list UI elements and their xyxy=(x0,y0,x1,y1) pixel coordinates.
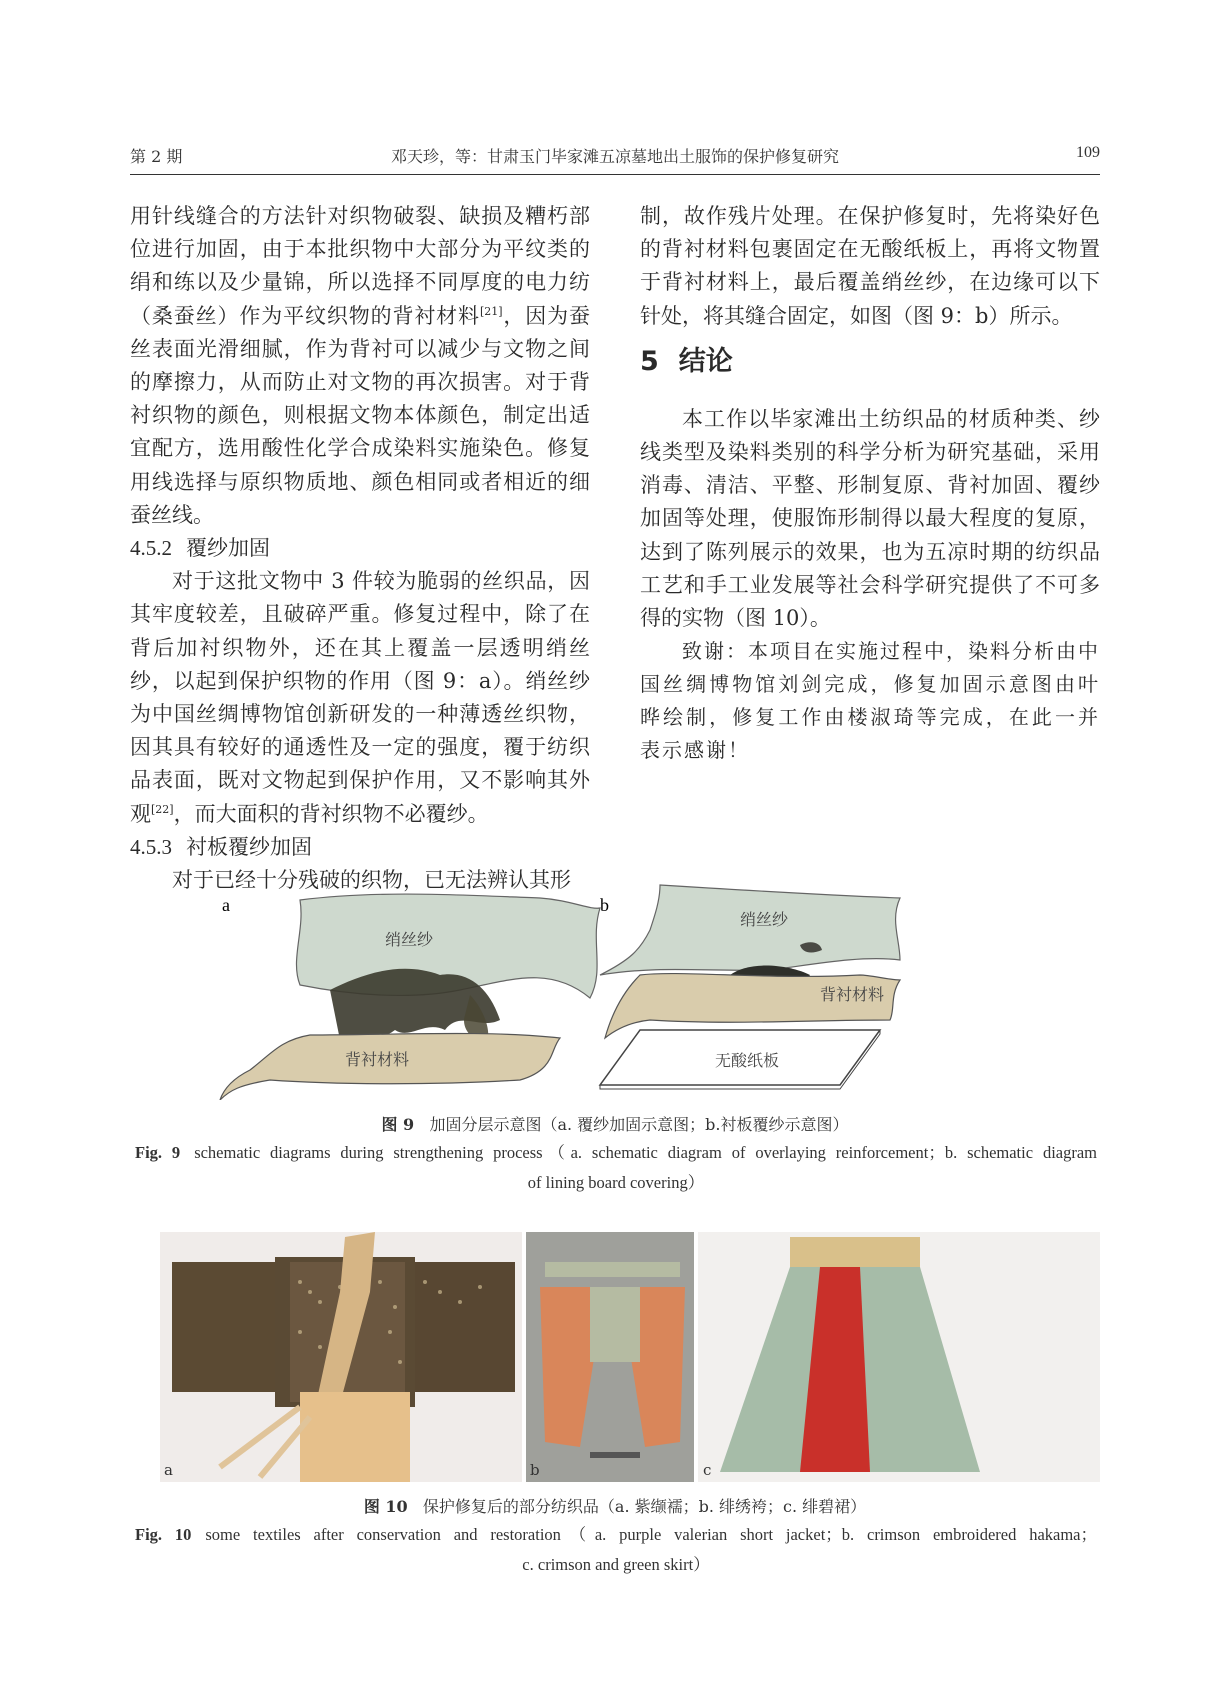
figure-10-photos xyxy=(160,1232,1100,1482)
left-column xyxy=(130,200,590,897)
gauze-label-b: 绡丝纱 xyxy=(740,910,789,929)
lining-label-b: 背衬材料 xyxy=(820,985,885,1004)
citation: [21] xyxy=(479,304,503,318)
running-header xyxy=(130,144,1100,175)
lining-label-a: 背衬材料 xyxy=(345,1050,410,1069)
paragraph: 对于这批文物中 3 件较为脆弱的丝织品，因其牢度较差，且破碎严重。修复过程中，除了在背后加衬织物外，还在其上覆盖一层透明绡丝纱，以起到保护织物的作用（图 9：a）。绡丝纱为中国丝绸博物馆创新研发的一种薄透丝织物，因其具有较好的通透性及一定的强度，覆于纺织品表面，既对文物起到保护作用，又不影响其外观[22]，而大面积的背衬织物不必覆纱。 xyxy=(130,569,590,826)
trousers-waistband xyxy=(545,1262,680,1277)
panel-letter-a: a xyxy=(222,895,230,915)
running-title: 邓天珍，等：甘肃玉门毕家滩五凉墓地出土服饰的保护修复研究 xyxy=(390,147,839,166)
citation: [22] xyxy=(151,802,174,816)
panel-letter-b: b xyxy=(600,895,609,915)
section-heading-5: 5 结论 xyxy=(640,345,733,377)
photo-letter-b: b xyxy=(530,1461,540,1479)
paragraph: 用针线缝合的方法针对织物破裂、缺损及糟朽部位进行加固，由于本批织物中大部分为平纹类的绢和练以及少量锦，所以选择不同厚度的电力纺（桑蚕丝）作为平纹织物的背衬材料[21]，因为蚕丝表面光滑细腻，作为背衬可以减少与文物之间的摩擦力，从而防止对文物的再次损害。对于背衬织物的颜色，则根据文物本体颜色，制定出适宜配方，选用酸性化学合成染料实施染色。修复用线选择与原织物质地、颜色相同或者相近的细蚕丝线。 xyxy=(130,204,591,527)
color-scale-bar xyxy=(590,1452,640,1458)
figure-9-caption-cn: 图 9 加固分层示意图（a. 覆纱加固示意图；b.衬板覆纱示意图） xyxy=(381,1115,849,1134)
right-column xyxy=(640,200,1100,767)
acknowledgement: 致谢：本项目在实施过程中，染料分析由中国丝绸博物馆刘剑完成，修复加固示意图由叶晔绘制，修复工作由楼淑琦等完成，在此一并表示感谢！ xyxy=(640,639,1100,763)
page-number: 109 xyxy=(1076,144,1100,161)
photo-letter-c: c xyxy=(703,1461,712,1479)
jacket-left-sleeve xyxy=(172,1262,287,1392)
paragraph: 对于已经十分残破的织物，已无法辨认其形 xyxy=(172,868,571,893)
skirt-waistband xyxy=(790,1237,920,1269)
issue-number: 第 2 期 xyxy=(130,147,183,166)
figure-10-caption-en: Fig. 10 some textiles after conservation and restoration（a. purple valerian short jacket；b. crimson embroidered hakama； c. crimson and green skirt） xyxy=(135,1525,1097,1574)
paragraph: 本工作以毕家滩出土纺织品的材质种类、纱线类型及染料类别的科学分析为研究基础，采用消毒、清洁、平整、形制复原、背衬加固、覆纱加固等处理，使服饰形制得以最大程度的复原，达到了陈列展示的效果，也为五凉时期的纺织品工艺和手工业发展等社会科学研究提供了不可多得的实物（图 10）。 xyxy=(640,406,1100,631)
subsection-heading-4-5-2: 4.5.2 覆纱加固 xyxy=(130,536,270,561)
figure-9-caption-en: Fig. 9 schematic diagrams during strengthening process（a. schematic diagram of overlaying reinforcement；b. schematic diagram of lining board covering） xyxy=(135,1143,1097,1192)
figure-10-caption-cn: 图 10 保护修复后的部分纺织品（a. 紫缬襦；b. 绯绣袴；c. 绯碧裙） xyxy=(363,1497,867,1516)
subsection-heading-4-5-3: 4.5.3 衬板覆纱加固 xyxy=(130,834,312,859)
figure-9-diagram xyxy=(210,880,1110,1100)
gauze-layer-b xyxy=(600,885,900,975)
jacket-hem xyxy=(300,1392,410,1482)
gauze-label-a: 绡丝纱 xyxy=(385,930,434,949)
photo-letter-a: a xyxy=(164,1461,173,1479)
paragraph: 制，故作残片处理。在保护修复时，先将染好色的背衬材料包裹固定在无酸纸板上，再将文物置于背衬材料上，最后覆盖绡丝纱，在边缘可以下针处，将其缝合固定，如图（图 9：b）所示。 xyxy=(640,204,1100,328)
board-label-b: 无酸纸板 xyxy=(715,1051,780,1070)
lining-layer-b xyxy=(605,974,900,1038)
